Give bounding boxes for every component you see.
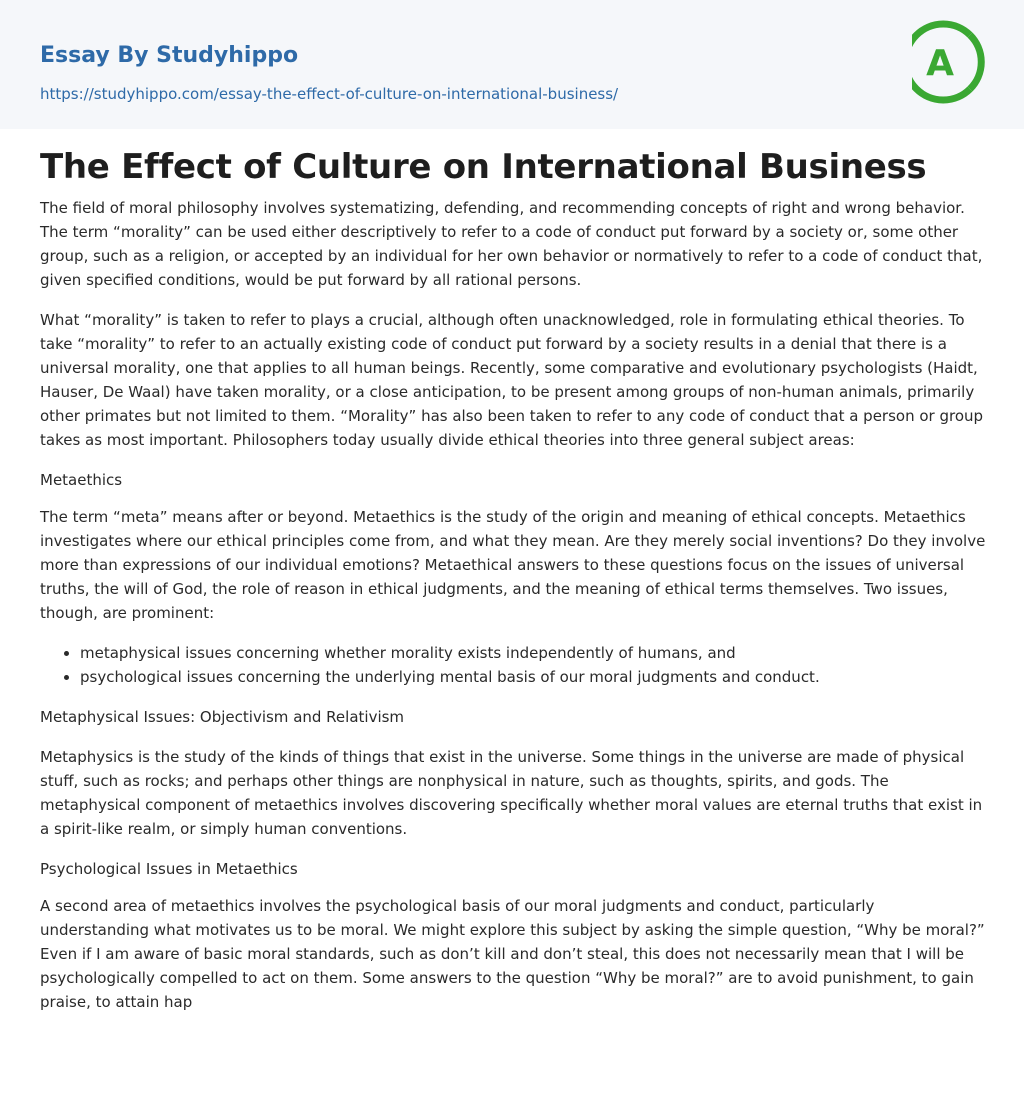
list-item: • psychological issues concerning the underlying mental basis of our moral judgments and conduct. xyxy=(80,665,988,689)
paragraph: What “morality” is taken to refer to plays a crucial, although often unacknowledged, role in formulating ethical theories. To take “morality” to refer to an actually existing code of conduct put forward by a society results in a denial that there is a universal morality, one that applies to all human beings. Recently, some comparative and evolutionary psychologists (Haidt, Hauser, De Waal) have taken morality, or a close anticipation, to be present among groups of non-human animals, primarily other primates but not limited to them. “Morality” has also been taken to refer to any code of conduct that a person or group takes as most important. Philosophers today usually divide ethical theories into three general subject areas: xyxy=(40,311,984,449)
article-url-link[interactable]: https://studyhippo.com/essay-the-effect-of-culture-on-international-business/ xyxy=(40,85,619,103)
article-title: The Effect of Culture on International Business xyxy=(40,147,927,187)
subheading-psychological-issues: Psychological Issues in Metaethics xyxy=(40,860,298,878)
bullet-list xyxy=(40,641,988,689)
paragraph: The term “meta” means after or beyond. Metaethics is the study of the origin and meaning of ethical concepts. Metaethics investigates where our ethical principles come from, and what they mean. Are they merely social inventions? Do they involve more than expressions of our individual emotions? Metaethical answers to these questions focus on the issues of universal truths, the will of God, the role of reason in ethical judgments, and the meaning of ethical terms themselves. Two issues, though, are prominent: xyxy=(40,508,986,622)
subheading-metaethics: Metaethics xyxy=(40,471,123,489)
paragraph: A second area of metaethics involves the psychological basis of our moral judgments and conduct, particularly understanding what motivates us to be moral. We might explore this subject by asking the simple question, “Why be moral?” Even if I am aware of basic moral standards, such as don’t kill and don’t steal, this does not necessarily mean that I will be psychologically compelled to act on them. Some answers to the question “Why be moral?” are to avoid punishment, to gain praise, to attain hap xyxy=(40,897,985,1011)
paragraph: The field of moral philosophy involves systematizing, defending, and recommending concepts of right and wrong behavior. The term “morality” can be used either descriptively to refer to a code of conduct put forward by a society or, some other group, such as a religion, or accepted by an individual for her own behavior or normatively to refer to a code of conduct that, given specified conditions, would be put forward by all rational persons. xyxy=(40,199,983,289)
subheading-metaphysical-issues: Metaphysical Issues: Objectivism and Relativism xyxy=(40,708,405,726)
site-header xyxy=(0,0,1024,129)
list-item: • metaphysical issues concerning whether morality exists independently of humans, and xyxy=(80,641,988,665)
studyhippo-logo-icon[interactable] xyxy=(912,18,986,106)
site-title[interactable]: Essay By Studyhippo xyxy=(40,43,299,68)
paragraph: Metaphysics is the study of the kinds of things that exist in the universe. Some things in the universe are made of physical stuff, such as rocks; and perhaps other things are nonphysical in nature, such as thoughts, spirits, and gods. The metaphysical component of metaethics involves discovering specifically whether moral values are eternal truths that exist in a spirit-like realm, or simply human conventions. xyxy=(40,748,983,838)
logo-letter: A xyxy=(926,43,954,84)
article-body xyxy=(40,146,988,1030)
